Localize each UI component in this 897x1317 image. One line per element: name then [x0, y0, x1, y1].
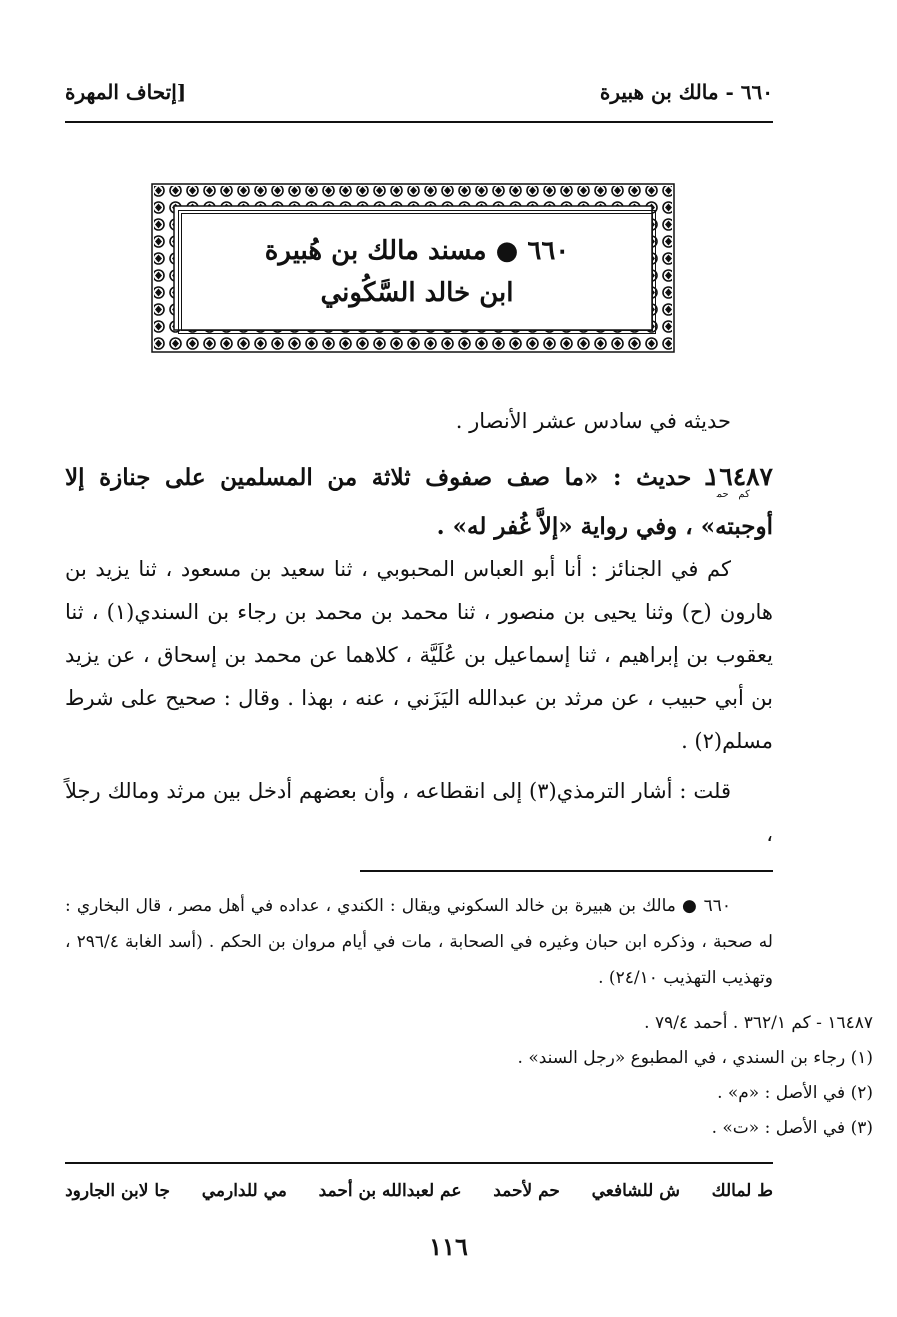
- footnote-biography: ٦٦٠ ● مالك بن هبيرة بن خالد السكوني ويقال : الكندي ، عداده في أهل مصر ، قال البخاري : له صحبة ، وذكره ابن حبان وغيره في الصحابة ، مات في أيام مروان بن الحكم . (أسد الغابة ٢٩٦/٤ ، وتهذيب التهذيب ٢٤/١٠) .: [65, 896, 773, 988]
- sigla-item: جا لابن الجارود: [65, 1181, 171, 1201]
- section-title: ٦٦٠ ● مسند مالك بن هُبيرة: [264, 235, 570, 266]
- hadith-paragraph: [65, 455, 773, 549]
- title-box: [178, 210, 656, 334]
- section-subtitle: ابن خالد السَّكُوني: [320, 278, 514, 308]
- isnad-paragraph: كم في الجنائز : أنا أبو العباس المحبوبي ، ثنا سعيد بن مسعود ، ثنا يزيد بن هارون (ح) وثنا يحيى بن منصور ، ثنا محمد بن محمد بن رجاء بن السندي(١) ، ثنا يعقوب بن إبراهيم ، ثنا إسماعيل بن عُلَيَّة ، كلاهما عن محمد بن إسحاق ، عن يزيد بن أبي حبيب ، عن مرثد بن عبدالله اليَزَني ، عنه ، بهذا . وقال : صحيح على شرط مسلم(٢) .: [65, 557, 773, 753]
- footnote-2: (٢) في الأصل : «م» .: [717, 1083, 873, 1103]
- header-chapter: ٦٦٠ - مالك بن هبيرة: [599, 80, 773, 104]
- page-number: ١١٦: [429, 1232, 468, 1261]
- sigla-rule: [65, 1162, 773, 1164]
- sigla-item: مي للدارمي: [201, 1181, 287, 1201]
- footnote-1: (١) رجاء بن السندي ، في المطبوع «رجل السند» .: [517, 1048, 873, 1068]
- footnote-reference: ١٦٤٨٧ - كم ٣٦٢/١ . أحمد ٧٩/٤ .: [644, 1013, 873, 1033]
- header-rule: [65, 121, 773, 123]
- hadith-number: ١٦٤٨٧: [705, 462, 773, 491]
- sigla-item: ش للشافعي: [591, 1181, 680, 1201]
- footnote-rule: [360, 870, 773, 872]
- title-frame: [150, 182, 676, 354]
- header-book-title: [إتحاف المهرة: [65, 80, 187, 104]
- sigla-item: ط لمالك: [711, 1181, 773, 1201]
- sigla-legend: [65, 1176, 773, 1206]
- hadith-text: ـ حديث : «ما صف صفوف ثلاثة من المسلمين على جنازة إلا أوجبته» ، وفي رواية «إلاَّ غُفر له» .: [65, 464, 773, 540]
- comment-paragraph: قلت : أشار الترمذي(٣) إلى انقطاعه ، وأن بعضهم أدخل بين مرثد ومالك رجلاً ،: [65, 779, 773, 846]
- sigla-item: عم لعبدالله بن أحمد: [318, 1181, 462, 1201]
- sigla-item: حم لأحمد: [493, 1181, 560, 1201]
- footnote-3: (٣) في الأصل : «ت» .: [711, 1118, 873, 1138]
- running-header: [65, 72, 773, 112]
- hadith-sigla: كم حم: [716, 489, 750, 500]
- intro-paragraph: حديثه في سادس عشر الأنصار .: [455, 409, 731, 433]
